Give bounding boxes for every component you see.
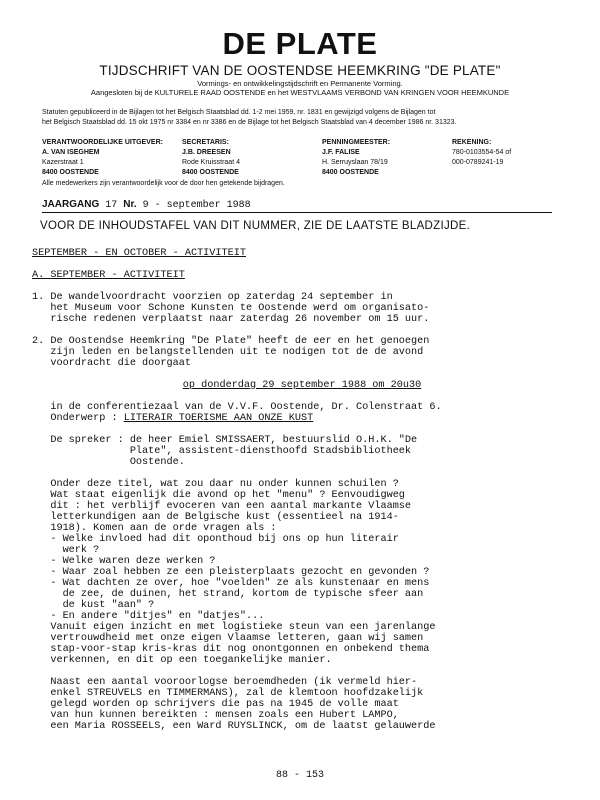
account-number: 780-0103554-54 of (452, 149, 512, 156)
treasurer-street: H. Serruyslaan 78/19 (322, 159, 388, 166)
affiliation-line: Aangesloten bij de KULTURELE RAAD OOSTENDE en het WESTVLAAMS VERBOND VAN KRINGEN VOOR HEEMKUNDE (90, 88, 510, 97)
section-heading: SEPTEMBER - EN OCTOBER - ACTIVITEIT (32, 248, 246, 259)
statutes-line: het Belgisch Staatsblad dd. 15 okt 1975 nr 3384 en nr 3386 en de Bijlage tot het Belgisch Staatsblad van 4 december 1986 nr. 31323. (42, 119, 457, 126)
treasurer-name: J.F. FALISE (322, 149, 360, 156)
treasurer-heading: PENNINGMEESTER: (322, 139, 391, 146)
issue-line (42, 199, 251, 211)
journal-logo: DE PLATE (222, 26, 378, 61)
issue-date: - september 1988 (154, 200, 251, 211)
speaker-line: Oostende. (32, 457, 185, 468)
publisher-city: 8400 OOSTENDE (42, 169, 99, 176)
publisher-name: A. VAN ISEGHEM (42, 149, 100, 156)
paragraph-line: stap-voor-stap kris-kras dit nog onontgonnen en onbekend thema (32, 644, 430, 655)
item-line: voordracht die doorgaat (32, 358, 191, 369)
intro-line: dit : het verblijf evoceren van een aantal markante Vlaamse (32, 501, 412, 512)
question-line: - Welke waren deze werken ? (32, 556, 216, 567)
treasurer-city: 8400 OOSTENDE (322, 169, 379, 176)
paragraph-line: van hun kunnen bereikten : mensen zoals een Hubert LAMPO, (32, 710, 399, 721)
secretary-column (182, 138, 240, 178)
contents-notice: VOOR DE INHOUDSTAFEL VAN DIT NUMMER, ZIE DE LAATSTE BLADZIJDE. (40, 220, 471, 232)
paragraph-line: een Maria ROSSEELS, een Ward RUYSLINCK, om de laatst gelauwerde (32, 721, 436, 732)
volume-number: 17 (105, 200, 118, 211)
event-subject: Onderwerp : LITERAIR TOERISME AAN ONZE KUST (32, 413, 314, 424)
issue-number-label: Nr. (123, 199, 137, 210)
question-line: - En andere "ditjes" en "datjes"... (32, 611, 265, 622)
treasurer-column (322, 138, 390, 178)
statutes-line: Statuten gepubliceerd in de Bijlagen tot het Belgisch Staatsblad dd. 1-2 mei 1959, nr. 1831 en gewijzigd volgens de Bijlagen tot (42, 109, 436, 116)
issue-number: 9 (142, 200, 149, 211)
event-date: op donderdag 29 september 1988 om 20u30 (182, 380, 422, 391)
question-line: - Welke invloed had dit oponthoud bij ons op hun literair (32, 534, 399, 545)
paragraph-line: vertrouwdheid met onze eigen Vlaamse letteren, gaan wij samen (32, 633, 424, 644)
publisher-heading: VERANTWOORDELIJKE UITGEVER: (42, 139, 163, 146)
subsection-heading: A. SEPTEMBER - ACTIVITEIT (32, 270, 185, 281)
item-line: 1. De wandelvoordracht voorzien op zaterdag 24 september in (32, 292, 393, 303)
item-line: rische redenen verplaatst naar zaterdag 26 november om 15 uur. (32, 314, 430, 325)
secretary-street: Rode Kruisstraat 4 (182, 159, 240, 166)
account-number: 000-0789241-19 (452, 159, 504, 166)
account-column (452, 138, 511, 168)
question-line: de zee, de duinen, het strand, kortom de typische sfeer aan (32, 589, 424, 600)
paragraph-line: Vanuit eigen inzicht en met logistieke steun van een jarenlange (32, 622, 436, 633)
secretary-heading: SECRETARIS: (182, 139, 229, 146)
volume-label: JAARGANG (42, 199, 100, 210)
contributors-note: Alle medewerkers zijn verantwoordelijk voor de door hen getekende bijdragen. (42, 180, 285, 187)
account-heading: REKENING: (452, 139, 492, 146)
question-line: - Waar zoal hebben ze een pleisterplaats gezocht en gevonden ? (32, 567, 430, 578)
item-line: 2. De Oostendse Heemkring "De Plate" heeft de eer en het genoegen (32, 336, 430, 347)
question-line: werk ? (32, 545, 100, 556)
intro-line: 1918). Komen aan de orde vragen als : (32, 523, 277, 534)
event-venue: in de conferentiezaal van de V.V.F. Oostende, Dr. Colenstraat 6. (32, 402, 442, 413)
item-line: zijn leden en belangstellenden uit te nodigen tot de de avond (32, 347, 424, 358)
article-body (32, 248, 572, 732)
paragraph-line: gelegd worden op schrijvers die pas na 1945 de volle maat (32, 699, 399, 710)
speaker-line: Plate", assistent-diensthoofd Stadsbibliotheek (32, 446, 412, 457)
page-number: 88 - 153 (275, 770, 324, 781)
question-line: - Wat dachten ze over, hoe "voelden" ze als kunstenaar en mens (32, 578, 430, 589)
journal-tagline: Vormings- en ontwikkelingstijdschrift en Permanente Vorming. (197, 79, 403, 88)
header-divider (42, 212, 552, 213)
paragraph-line: Naast een aantal vooroorlogse beroemdheden (ik vermeld hier- (32, 677, 418, 688)
secretary-name: J.B. DREESEN (182, 149, 231, 156)
intro-line: Wat staat eigenlijk die avond op het "menu" ? Eenvoudigweg (32, 490, 405, 501)
paragraph-line: verkennen, en dit op een toegankelijke manier. (32, 655, 332, 666)
masthead (0, 28, 600, 97)
journal-subtitle: TIJDSCHRIFT VAN DE OOSTENDSE HEEMKRING "DE PLATE" (99, 63, 501, 78)
publisher-column (42, 138, 163, 178)
statutes-notice (42, 108, 562, 128)
intro-line: Onder deze titel, wat zou daar nu onder kunnen schuilen ? (32, 479, 399, 490)
item-line: het Museum voor Schone Kunsten te Oostende werd om organisato- (32, 303, 430, 314)
intro-line: letterkundigen aan de Belgische kust (essentieel na 1914- (32, 512, 399, 523)
speaker-line: De spreker : de heer Emiel SMISSAERT, bestuurslid O.H.K. "De (32, 435, 418, 446)
publisher-street: Kazerstraat 1 (42, 159, 84, 166)
paragraph-line: enkel STREUVELS en TIMMERMANS), zal de klemtoon hoofdzakelijk (32, 688, 424, 699)
question-line: de kust "aan" ? (32, 600, 155, 611)
secretary-city: 8400 OOSTENDE (182, 169, 239, 176)
